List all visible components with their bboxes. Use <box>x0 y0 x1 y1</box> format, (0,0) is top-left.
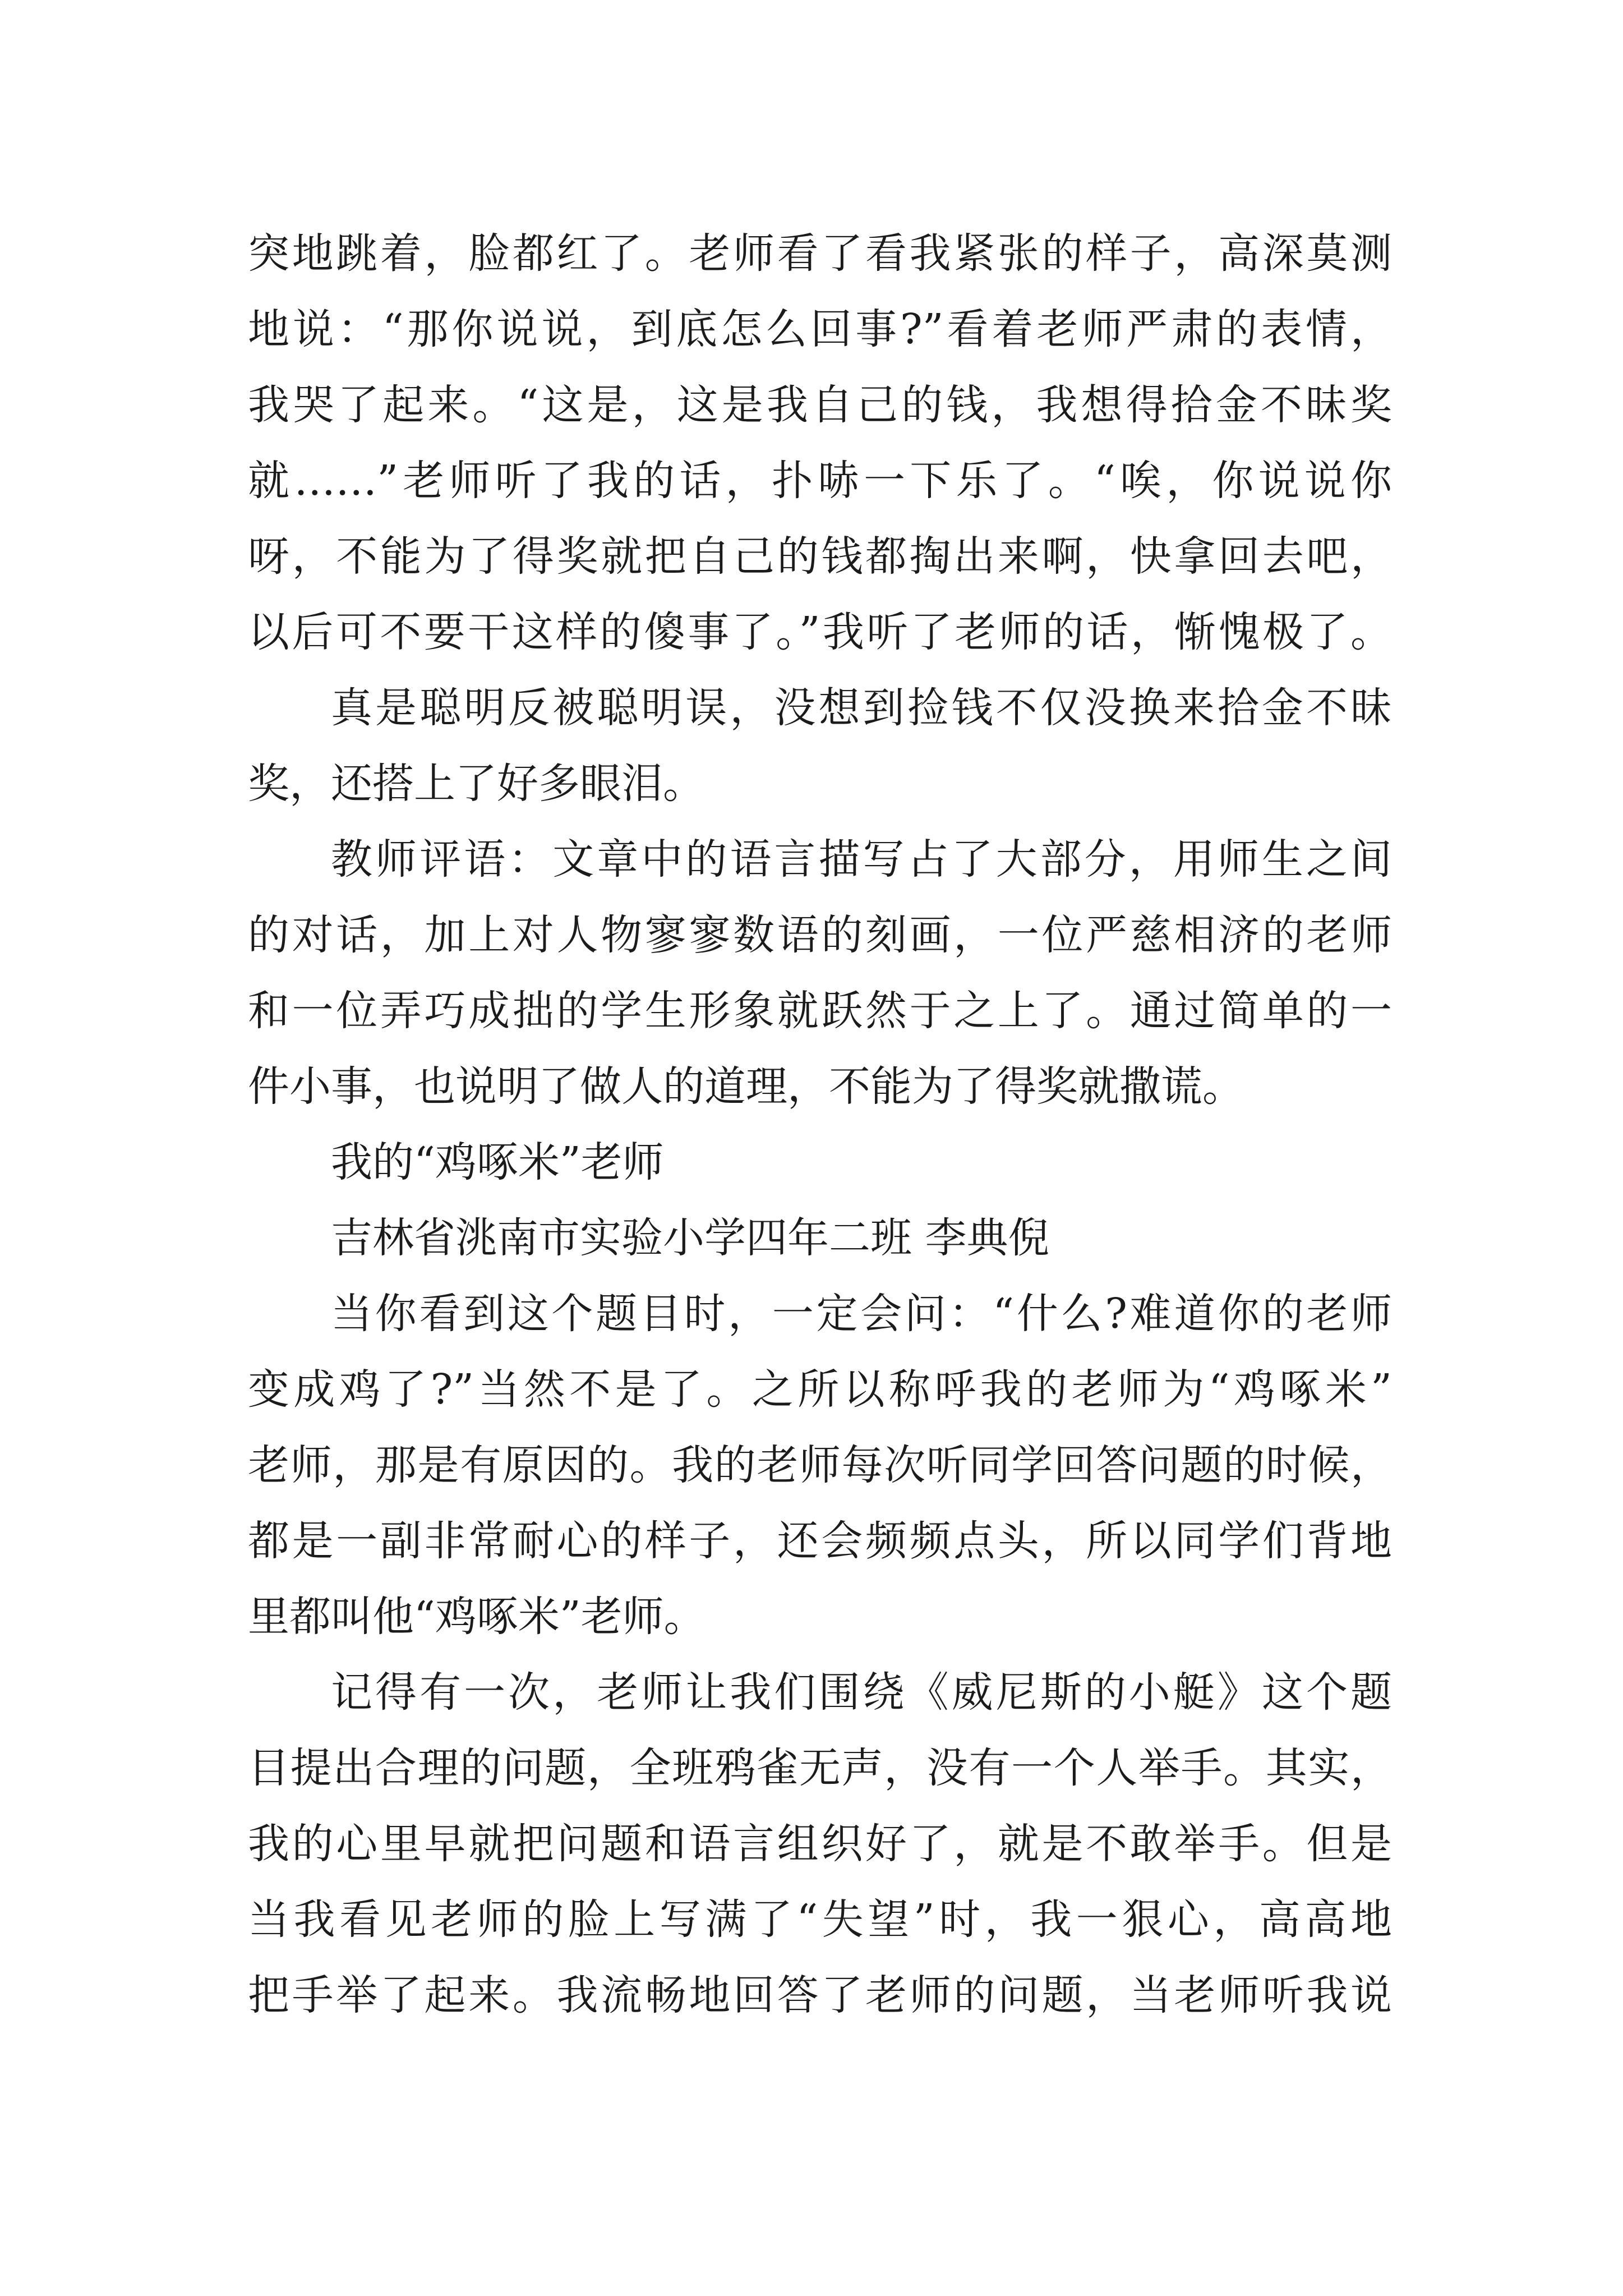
article-author: 吉林省洮南市实验小学四年二班 李典倪 <box>331 1214 1050 1262</box>
text-line: 把手举了起来。我流畅地回答了老师的问题，当老师听我说 <box>248 1971 1392 2019</box>
text-line: 真是聪明反被聪明误，没想到捡钱不仅没换来拾金不昧 <box>331 684 1392 732</box>
article-title: 我的“鸡啄米”老师 <box>331 1138 664 1186</box>
text-line: 地说：“那你说说，到底怎么回事?”看着老师严肃的表情， <box>248 305 1392 353</box>
text-line: 教师评语：文章中的语言描写占了大部分，用师生之间 <box>331 835 1392 884</box>
text-line: 以后可不要干这样的傻事了。”我听了老师的话，惭愧极了。 <box>248 608 1392 656</box>
text-line: 奖，还搭上了好多眼泪。 <box>248 760 704 808</box>
paragraph <box>248 1655 1392 2033</box>
document-page <box>248 216 1392 2033</box>
text-line: 和一位弄巧成拙的学生形象就跃然于之上了。通过简单的一 <box>248 987 1392 1035</box>
text-line: 件小事，也说明了做人的道理，不能为了得奖就撒谎。 <box>248 1062 1244 1111</box>
paragraph <box>248 216 1392 670</box>
text-line: 都是一副非常耐心的样子，还会频频点头，所以同学们背地 <box>248 1517 1392 1565</box>
paragraph <box>248 1276 1392 1655</box>
text-line: 里都叫他“鸡啄米”老师。 <box>248 1593 706 1641</box>
text-line: 老师，那是有原因的。我的老师每次听同学回答问题的时候， <box>248 1441 1392 1489</box>
teacher-comment <box>248 822 1392 1125</box>
text-line: 变成鸡了?”当然不是了。之所以称呼我的老师为“鸡啄米” <box>248 1365 1392 1414</box>
text-line: 就……”老师听了我的话，扑哧一下乐了。“唉，你说说你 <box>248 457 1392 505</box>
text-line: 呀，不能为了得奖就把自己的钱都掏出来啊，快拿回去吧， <box>248 532 1392 581</box>
text-line: 当我看见老师的脸上写满了“失望”时，我一狠心，高高地 <box>248 1895 1392 1944</box>
text-line: 目提出合理的问题，全班鸦雀无声，没有一个人举手。其实， <box>248 1744 1392 1792</box>
text-line: 当你看到这个题目时，一定会问：“什么?难道你的老师 <box>331 1290 1392 1338</box>
text-line: 的对话，加上对人物寥寥数语的刻画，一位严慈相济的老师 <box>248 911 1392 959</box>
text-line: 突地跳着，脸都红了。老师看了看我紧张的样子，高深莫测 <box>248 229 1392 278</box>
text-line: 我哭了起来。“这是，这是我自己的钱，我想得拾金不昧奖 <box>248 381 1392 429</box>
text-line: 记得有一次，老师让我们围绕《威尼斯的小艇》这个题 <box>331 1668 1392 1717</box>
paragraph <box>248 670 1392 822</box>
text-line: 我的心里早就把问题和语言组织好了，就是不敢举手。但是 <box>248 1820 1392 1868</box>
